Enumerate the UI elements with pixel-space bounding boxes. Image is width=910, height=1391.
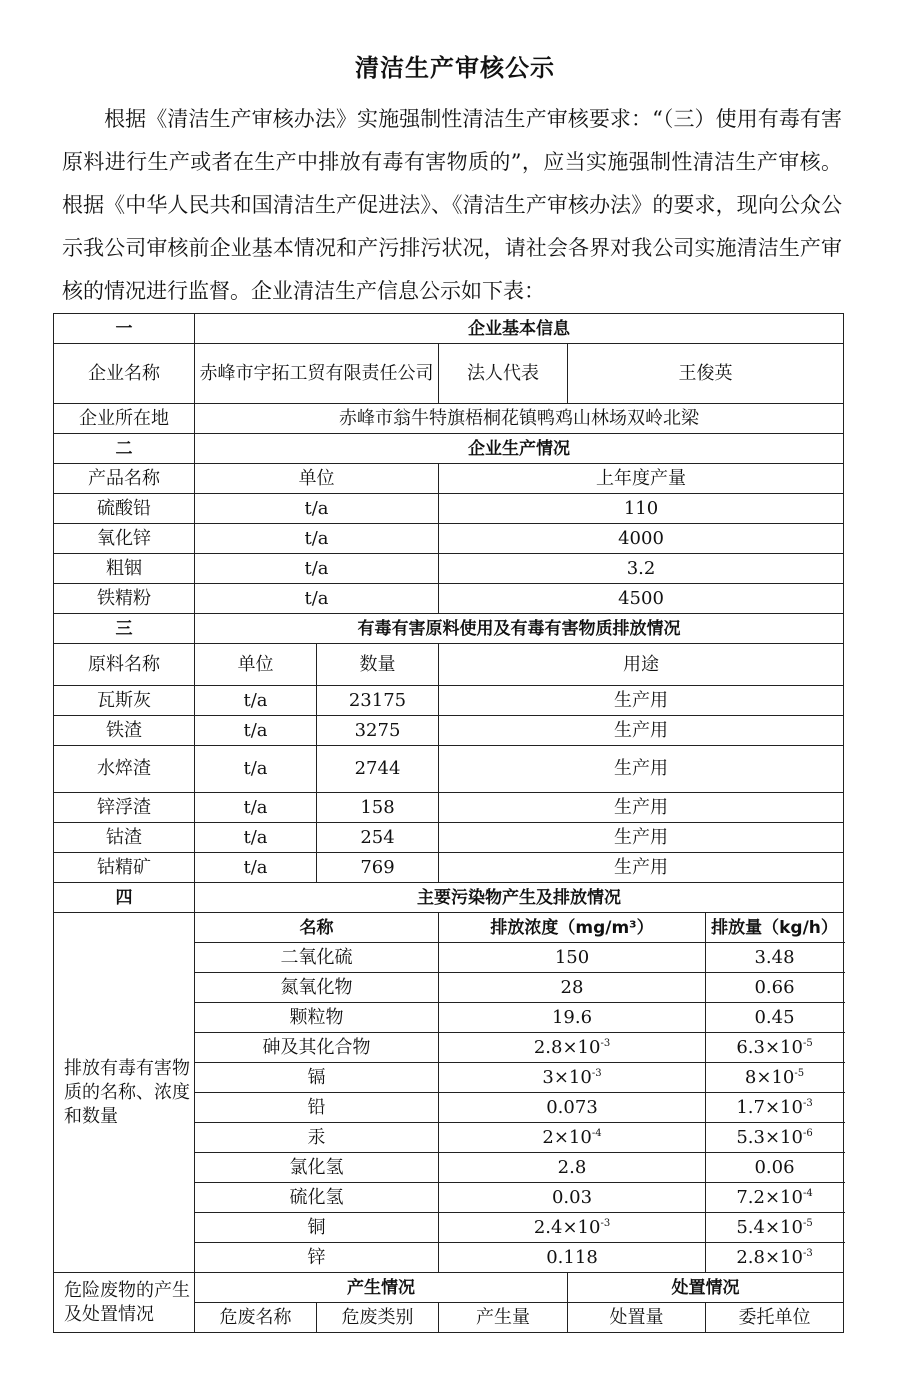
emission-amount: 0.06: [706, 1153, 844, 1183]
column-header: 原料名称: [54, 644, 195, 686]
table-header-row: [54, 913, 844, 943]
emission-amount: 0.45: [706, 1003, 844, 1033]
table-row: [54, 554, 844, 584]
quantity: 158: [317, 793, 439, 823]
unit: t/a: [195, 823, 317, 853]
unit: t/a: [195, 793, 317, 823]
emission-concentration: 28: [439, 973, 706, 1003]
exponent: -3: [600, 1217, 611, 1229]
exponent: -6: [802, 1127, 813, 1139]
table-row: [54, 494, 844, 524]
pollutant-name: 氮氧化物: [195, 973, 439, 1003]
usage: 生产用: [439, 853, 844, 883]
pollutant-name: 铜: [195, 1213, 439, 1243]
company-name-value: 赤峰市宇拓工贸有限责任公司: [195, 344, 439, 404]
unit: t/a: [195, 686, 317, 716]
pollutant-name: 砷及其化合物: [195, 1033, 439, 1063]
pollutant-name: 二氧化硫: [195, 943, 439, 973]
pollutant-name: 硫化氢: [195, 1183, 439, 1213]
column-header: 数量: [317, 644, 439, 686]
column-header: 单位: [195, 644, 317, 686]
intro-paragraph: [62, 98, 842, 313]
section-number: 四: [54, 883, 195, 913]
intro-text: 根据《清洁生产审核办法》实施强制性清洁生产审核要求：“（三）使用有毒有害原料进行生产或者在生产中排放有毒有害物质的”，应当实施强制性清洁生产审核。根据《中华人民共和国清洁生产促进法》、《清洁生产审核办法》的要求，现向公众公示我公司审核前企业基本情况和产污排污状况，请社会各界对我公司实施清洁生产审核的情况进行监督。企业清洁生产信息公示如下表：: [62, 107, 842, 303]
usage: 生产用: [439, 716, 844, 746]
product-name: 氧化锌: [54, 524, 195, 554]
emission-amount: $5.3\times 10^{-6}$: [706, 1123, 844, 1153]
section-title: 有毒有害原料使用及有毒有害物质排放情况: [195, 614, 844, 644]
section-title: 企业基本信息: [195, 314, 844, 344]
column-header: 产品名称: [54, 464, 195, 494]
section-number: 二: [54, 434, 195, 464]
table-row: [54, 716, 844, 746]
section-number: 三: [54, 614, 195, 644]
annual-output: 110: [439, 494, 844, 524]
table-row: [54, 793, 844, 823]
page-title: 清洁生产审核公示: [355, 54, 555, 82]
table-row: [54, 524, 844, 554]
pollutant-name: 镉: [195, 1063, 439, 1093]
table-row: [54, 404, 844, 434]
section-header-row: [54, 314, 844, 344]
unit: t/a: [195, 584, 439, 614]
emission-concentration: 19.6: [439, 1003, 706, 1033]
emission-concentration: 0.073: [439, 1093, 706, 1123]
usage: 生产用: [439, 793, 844, 823]
table-row: [54, 746, 844, 793]
unit: t/a: [195, 524, 439, 554]
unit: t/a: [195, 716, 317, 746]
exponent: -5: [794, 1067, 805, 1079]
exponent: -3: [591, 1067, 602, 1079]
address-label: 企业所在地: [54, 404, 195, 434]
emission-concentration: $2.8\times 10^{-3}$: [439, 1033, 706, 1063]
column-header: 单位: [195, 464, 439, 494]
quantity: 3275: [317, 716, 439, 746]
emission-concentration: 150: [439, 943, 706, 973]
pollutant-name: 锌: [195, 1243, 439, 1273]
emission-concentration: 0.118: [439, 1243, 706, 1273]
column-header: 排放浓度（mg/m³）: [439, 913, 706, 943]
material-name: 钴精矿: [54, 853, 195, 883]
column-header: 委托单位: [706, 1303, 844, 1333]
section-title: 主要污染物产生及排放情况: [195, 883, 844, 913]
material-name: 钴渣: [54, 823, 195, 853]
pollutant-name: 氯化氢: [195, 1153, 439, 1183]
emission-amount: $6.3\times 10^{-5}$: [706, 1033, 844, 1063]
table-header-row: [54, 644, 844, 686]
column-header: 危废类别: [317, 1303, 439, 1333]
unit: t/a: [195, 853, 317, 883]
emission-concentration: $3\times 10^{-3}$: [439, 1063, 706, 1093]
quantity: 2744: [317, 746, 439, 793]
material-name: 铁渣: [54, 716, 195, 746]
table-row: [54, 686, 844, 716]
table-row: [54, 344, 844, 404]
exponent: -4: [802, 1187, 813, 1199]
usage: 生产用: [439, 686, 844, 716]
annual-output: 3.2: [439, 554, 844, 584]
emission-amount: 3.48: [706, 943, 844, 973]
section-number: 一: [54, 314, 195, 344]
emission-amount: $8\times 10^{-5}$: [706, 1063, 844, 1093]
emission-concentration: 2.8: [439, 1153, 706, 1183]
exponent: -5: [802, 1217, 813, 1229]
emission-amount: $7.2\times 10^{-4}$: [706, 1183, 844, 1213]
legal-rep-value: 王俊英: [568, 344, 844, 404]
emission-concentration: 0.03: [439, 1183, 706, 1213]
emission-amount: $5.4\times 10^{-5}$: [706, 1213, 844, 1243]
usage: 生产用: [439, 823, 844, 853]
exponent: -3: [802, 1247, 813, 1259]
exponent: -3: [802, 1097, 813, 1109]
table-row: [54, 1273, 844, 1303]
disposal-title: 处置情况: [568, 1273, 844, 1303]
annual-output: 4000: [439, 524, 844, 554]
section-header-row: [54, 883, 844, 913]
legal-rep-label: 法人代表: [439, 344, 568, 404]
pollutant-name: 铅: [195, 1093, 439, 1123]
unit: t/a: [195, 494, 439, 524]
material-name: 水焠渣: [54, 746, 195, 793]
info-table: [53, 313, 844, 1333]
column-header: 产生量: [439, 1303, 568, 1333]
info-table-body: [54, 314, 844, 1333]
table-row: [54, 584, 844, 614]
annual-output: 4500: [439, 584, 844, 614]
table-row: [54, 853, 844, 883]
section-title: 企业生产情况: [195, 434, 844, 464]
quantity: 254: [317, 823, 439, 853]
table-header-row: [54, 464, 844, 494]
product-name: 硫酸铅: [54, 494, 195, 524]
emission-amount: $2.8\times 10^{-3}$: [706, 1243, 844, 1273]
table-row: [54, 823, 844, 853]
exponent: -4: [591, 1127, 602, 1139]
column-header: 处置量: [568, 1303, 706, 1333]
exponent: -5: [802, 1037, 813, 1049]
column-header: 名称: [195, 913, 439, 943]
quantity: 23175: [317, 686, 439, 716]
material-name: 锌浮渣: [54, 793, 195, 823]
hazardous-waste-label: 危险废物的产生及处置情况: [54, 1273, 195, 1333]
product-name: 粗铟: [54, 554, 195, 584]
section-header-row: [54, 434, 844, 464]
pollutant-side-label: 排放有毒有害物质的名称、浓度和数量: [54, 913, 195, 1273]
exponent: -3: [600, 1037, 611, 1049]
address-value: 赤峰市翁牛特旗梧桐花镇鸭鸡山林场双岭北梁: [195, 404, 844, 434]
company-name-label: 企业名称: [54, 344, 195, 404]
unit: t/a: [195, 746, 317, 793]
column-header: 上年度产量: [439, 464, 844, 494]
material-name: 瓦斯灰: [54, 686, 195, 716]
section-header-row: [54, 614, 844, 644]
quantity: 769: [317, 853, 439, 883]
column-header: 危废名称: [195, 1303, 317, 1333]
column-header: 用途: [439, 644, 844, 686]
pollutant-name: 颗粒物: [195, 1003, 439, 1033]
emission-concentration: $2\times 10^{-4}$: [439, 1123, 706, 1153]
usage: 生产用: [439, 746, 844, 793]
generation-title: 产生情况: [195, 1273, 568, 1303]
emission-amount: $1.7\times 10^{-3}$: [706, 1093, 844, 1123]
unit: t/a: [195, 554, 439, 584]
column-header: 排放量（kg/h）: [706, 913, 844, 943]
pollutant-name: 汞: [195, 1123, 439, 1153]
emission-amount: 0.66: [706, 973, 844, 1003]
product-name: 铁精粉: [54, 584, 195, 614]
emission-concentration: $2.4\times 10^{-3}$: [439, 1213, 706, 1243]
